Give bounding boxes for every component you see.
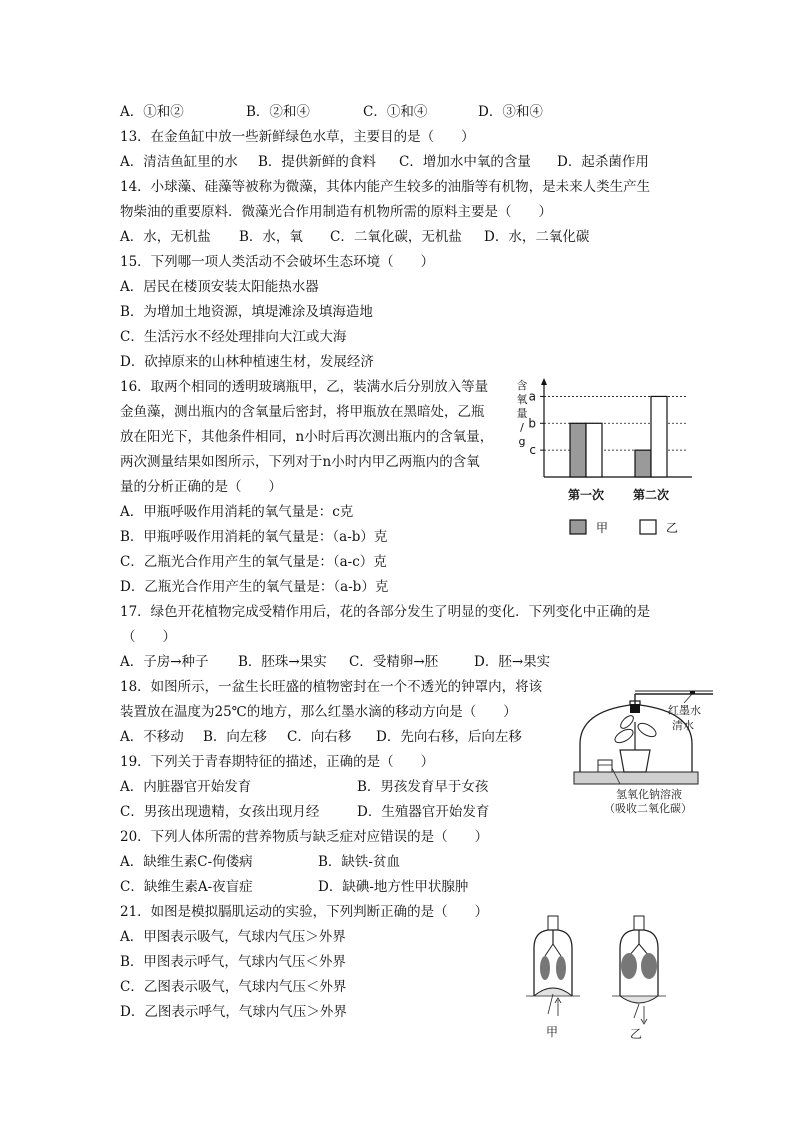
q16-option-c[interactable]: C．乙瓶光合作用产生的氧气量是：（a-c）克 — [120, 554, 387, 570]
q13-stem: 13．在金鱼缸中放一些新鲜绿色水草，主要目的是（ ） — [120, 129, 475, 145]
option-b[interactable]: B．男孩发育早于女孩 — [357, 779, 489, 795]
option-c[interactable]: C．二氧化碳，无机盐 — [330, 229, 462, 245]
q21-option-b[interactable]: B．甲图表示呼气，气球内气压＜外界 — [120, 954, 346, 970]
q20-stem: 20．下列人体所需的营养物质与缺乏症对应错误的是（ ） — [120, 829, 489, 845]
option-d[interactable]: D．缺碘-地方性甲状腺肿 — [318, 879, 469, 895]
q17-stem-line1: 17．绿色开花植物完成受精作用后，花的各部分发生了明显的变化．下列变化中正确的是 — [120, 604, 651, 620]
bar-乙-第一次 — [586, 423, 602, 477]
option-d[interactable]: D．③和④ — [478, 104, 543, 120]
y-axis-label-char: / — [520, 421, 524, 434]
q16-option-d[interactable]: D．乙瓶光合作用产生的氧气量是：（a-b）克 — [120, 579, 389, 595]
q19-stem: 19．下列关于青春期特征的描述，正确的是（ ） — [120, 754, 435, 770]
y-axis-label-char: 量 — [516, 407, 528, 420]
q16-stem-line3: 放在阳光下，其他条件相同，n小时后再次测出瓶内的含氧量， — [120, 429, 494, 445]
option-b[interactable]: B．提供新鲜的食料 — [258, 154, 376, 170]
leaf — [613, 727, 635, 746]
jar-base — [574, 772, 698, 784]
y-tick-label-a: a — [528, 389, 536, 404]
legend-label-甲: 甲 — [596, 521, 609, 535]
solution-beaker — [598, 760, 612, 772]
option-a[interactable]: A．内脏器官开始发育 — [120, 779, 252, 795]
option-a[interactable]: A．子房→种子 — [120, 654, 209, 670]
string — [634, 1004, 639, 1018]
leaf — [636, 721, 658, 740]
legend-label-乙: 乙 — [666, 521, 679, 535]
option-a[interactable]: A．不移动 — [120, 729, 184, 745]
diaphragm-membrane — [620, 996, 658, 1003]
y-axis-label — [517, 378, 528, 448]
ink-pointer — [684, 694, 692, 703]
leaf — [619, 714, 636, 731]
balloon — [641, 953, 657, 979]
label-note: （吸收二氧化碳） — [604, 802, 692, 814]
option-b[interactable]: B．水，氧 — [239, 229, 303, 245]
oxygen-bar-chart — [512, 375, 702, 545]
q17-stem-line2: （ ） — [122, 629, 176, 645]
q16-stem-line4: 两次测量结果如图所示，下列对于n小时内甲乙两瓶内的含氧 — [120, 454, 480, 470]
stopper — [630, 704, 640, 713]
flower-pot — [620, 750, 650, 772]
option-d[interactable]: D．水，二氧化碳 — [484, 229, 590, 245]
stopper — [548, 916, 558, 930]
q16-stem-line2: 金鱼藻，测出瓶内的含氧量后密封，将甲瓶放在黑暗处，乙瓶 — [120, 404, 485, 420]
bar-甲-第二次 — [635, 450, 651, 477]
label-solution: 氢氧化钠溶液 — [616, 788, 682, 801]
label-jia: 甲 — [546, 1025, 559, 1039]
q16-option-b[interactable]: B．甲瓶呼吸作用消耗的氧气量是：（a-b）克 — [120, 529, 388, 545]
q16-option-a[interactable]: A．甲瓶呼吸作用消耗的氧气量是：c克 — [120, 504, 354, 520]
balloon — [556, 956, 566, 980]
bronchi — [545, 944, 561, 956]
y-axis-label-char: g — [518, 435, 526, 448]
model-jia — [526, 916, 580, 1039]
y-axis-label-char: 氧 — [516, 393, 528, 406]
option-c[interactable]: C．缺维生素A-夜盲症 — [120, 879, 253, 895]
y-axis-label-char: 含 — [516, 379, 528, 392]
option-a[interactable]: A．清洁鱼缸里的水 — [120, 154, 238, 170]
q14-stem-line1: 14．小球藻、硅藻等被称为微藻，其体内能产生较多的油脂等有机物，是未来人类生产生 — [120, 179, 651, 195]
x-category-label: 第一次 — [567, 488, 605, 502]
q15-stem: 15．下列哪一项人类活动不会破坏生态环境（ ） — [120, 254, 435, 270]
label-ink: 红墨水 — [668, 704, 701, 717]
legend-swatch-甲 — [570, 520, 586, 534]
option-b[interactable]: B．向左移 — [203, 729, 267, 745]
legend-swatch-乙 — [640, 520, 656, 534]
q21-option-a[interactable]: A．甲图表示吸气，气球内气压＞外界 — [120, 929, 346, 945]
option-c[interactable]: C．男孩出现遗精，女孩出现月经 — [120, 804, 320, 820]
option-d[interactable]: D．起杀菌作用 — [557, 154, 649, 170]
option-a[interactable]: A．水，无机盐 — [120, 229, 211, 245]
label-yi: 乙 — [630, 1027, 643, 1041]
balloon — [540, 956, 550, 980]
q21-stem: 21．如图是模拟膈肌运动的实验，下列判断正确的是（ ） — [120, 904, 489, 920]
q18-stem-line1: 18．如图所示，一盆生长旺盛的植物密封在一个不透光的钟罩内，将该 — [120, 679, 543, 695]
y-tick-label-c: c — [529, 443, 536, 458]
bar-乙-第二次 — [651, 396, 667, 477]
option-c[interactable]: C．向右移 — [287, 729, 352, 745]
q16-stem-line5: 量的分析正确的是（ ） — [120, 479, 282, 495]
label-water: 清水 — [672, 719, 694, 732]
option-c[interactable]: C．增加水中氧的含量 — [399, 154, 531, 170]
y-tick-label-b: b — [528, 416, 536, 431]
q16-stem-line1: 16．取两个相同的透明玻璃瓶甲，乙，装满水后分别放入等量 — [120, 379, 489, 395]
option-d[interactable]: D．胚→果实 — [474, 654, 551, 670]
model-yi — [612, 916, 666, 1041]
option-d[interactable]: D．先向右移，后向左移 — [376, 729, 522, 745]
option-a[interactable]: A．①和② — [120, 104, 184, 120]
balloon — [621, 953, 637, 979]
bell-jar-figure — [568, 672, 718, 814]
string — [548, 994, 553, 1014]
q15-option-b[interactable]: B．为增加土地资源，填堤滩涂及填海造地 — [120, 304, 373, 320]
option-a[interactable]: A．缺维生素C-佝偻病 — [120, 854, 253, 870]
option-d[interactable]: D．生殖器官开始发育 — [357, 804, 490, 820]
ink-drop — [690, 691, 695, 694]
q15-option-d[interactable]: D．砍掉原来的山林种植速生材，发展经济 — [120, 354, 374, 370]
q14-stem-line2: 物柴油的重要原料．微藻光合作用制造有机物所需的原料主要是（ ） — [120, 204, 552, 220]
option-b[interactable]: B．缺铁-贫血 — [318, 854, 400, 870]
option-c[interactable]: C．①和④ — [363, 104, 428, 120]
q15-option-c[interactable]: C．生活污水不经处理排向大江或大海 — [120, 329, 347, 345]
option-c[interactable]: C．受精卵→胚 — [349, 654, 439, 670]
q18-stem-line2: 装置放在温度为25℃的地方，那么红墨水滴的移动方向是（ ） — [120, 704, 517, 720]
option-b[interactable]: B．②和④ — [246, 104, 310, 120]
option-b[interactable]: B．胚珠→果实 — [238, 654, 327, 670]
q21-option-d[interactable]: D．乙图表示呼气，气球内气压＞外界 — [120, 1004, 347, 1020]
y-axis-arrow — [541, 378, 547, 385]
stopper — [634, 916, 644, 930]
q15-option-a[interactable]: A．居民在楼顶安装太阳能热水器 — [120, 279, 319, 295]
diaphragm-model-figure — [520, 914, 700, 1044]
q21-option-c[interactable]: C．乙图表示吸气，气球内气压＜外界 — [120, 979, 347, 995]
bar-甲-第一次 — [570, 423, 586, 477]
x-category-label: 第二次 — [632, 488, 670, 502]
